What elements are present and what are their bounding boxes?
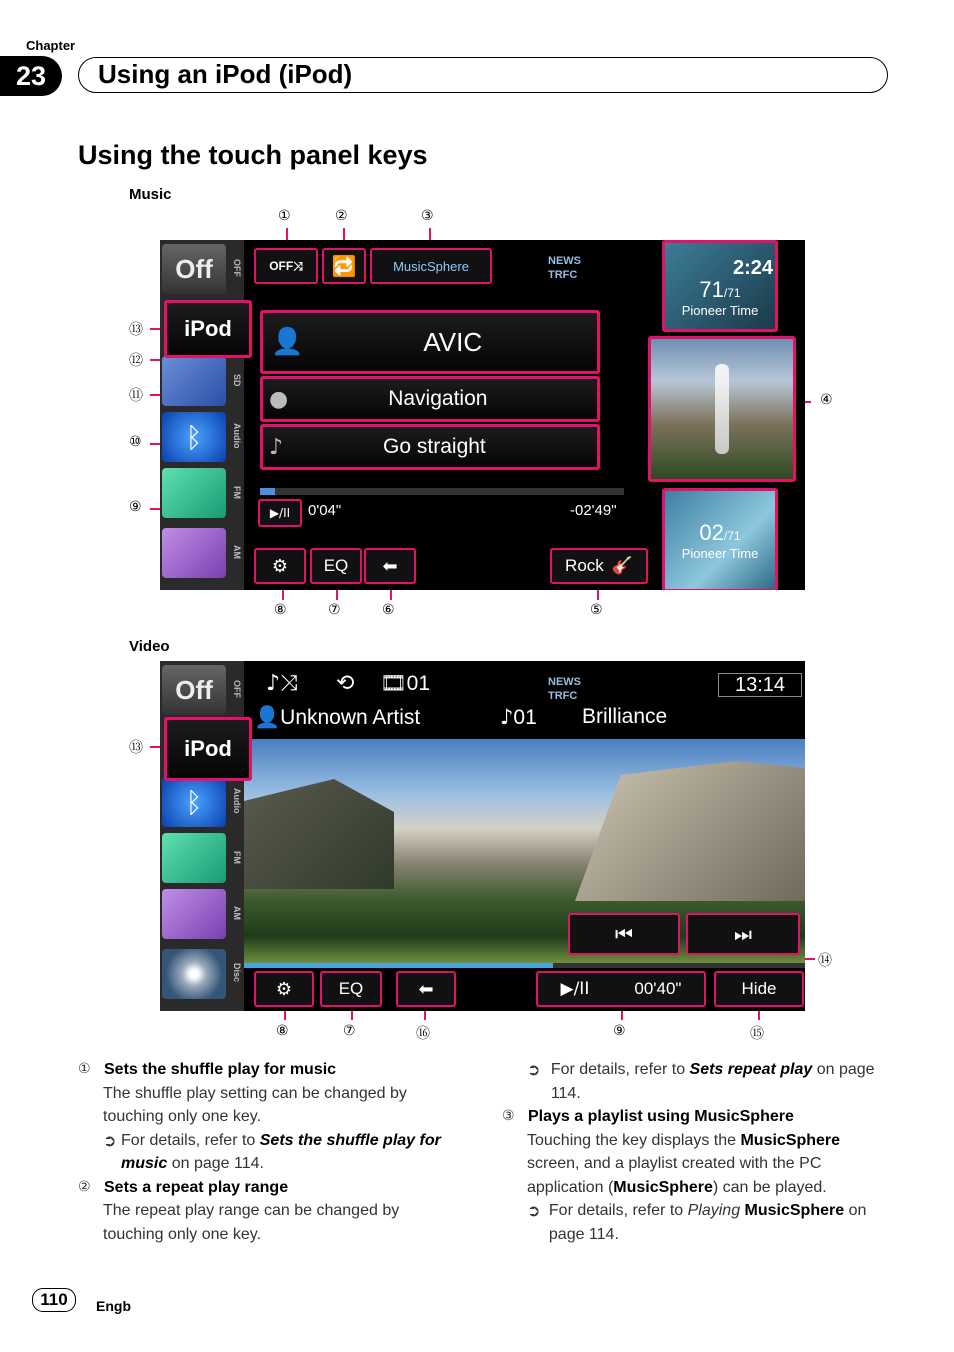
sd-source-icon[interactable]: [162, 356, 226, 406]
artwork-top-button[interactable]: 2:24 71/71 Pioneer Time: [662, 240, 778, 332]
video-sidebar: [160, 661, 244, 1011]
video-am-radio-icon[interactable]: [162, 889, 226, 939]
cliff-left-image: [244, 779, 394, 889]
shuffle-icon: ⤨: [293, 258, 303, 273]
item-3-body: Touching the key displays the MusicSphere screen, and a playlist created with the PC application (MusicSphere) can be played.: [527, 1131, 841, 1196]
guitar-icon: 🎸: [611, 556, 633, 576]
video-screen: [160, 661, 805, 1011]
video-progress-bar[interactable]: [244, 963, 805, 968]
video-sidebar-label-disc: Disc: [232, 963, 242, 983]
callout-2: ②: [335, 208, 348, 224]
back-arrow-icon: ⬅: [418, 978, 434, 1000]
artist-button[interactable]: 👤 AVIC: [260, 310, 600, 374]
video-sidebar-label-off: OFF: [232, 680, 242, 698]
music-note-icon: ♪: [500, 705, 514, 729]
callout-4: ④: [820, 392, 833, 408]
callout-11: ⑪: [129, 388, 143, 404]
settings-gears-icon: ⚙: [275, 978, 293, 1000]
callout-1: ①: [278, 208, 291, 224]
video-callout-15: ⑮: [750, 1026, 764, 1042]
callout-9: ⑨: [129, 499, 142, 515]
repeat-icon: 🔁: [331, 254, 357, 278]
callout-3: ③: [421, 208, 434, 224]
episode-indicator: 🎞01: [380, 671, 431, 695]
video-callout-14: ⑭: [818, 953, 832, 969]
callout-10: ⑩: [129, 434, 142, 450]
waterfall-image: [715, 364, 729, 454]
fm-radio-icon[interactable]: [162, 468, 226, 518]
video-sidebar-label-fm: FM: [232, 850, 242, 864]
settings-button[interactable]: [254, 548, 306, 584]
chapter-title: Using an iPod (iPod): [98, 59, 353, 89]
sidebar-label-audio: Audio: [232, 423, 242, 449]
item-3-number: ③: [502, 1108, 515, 1124]
video-clock: 13:14: [718, 673, 802, 697]
item-2-number: ②: [78, 1178, 91, 1195]
hide-button[interactable]: Hide: [714, 971, 804, 1007]
video-fm-radio-icon[interactable]: [162, 833, 226, 883]
repeat-button[interactable]: [322, 248, 366, 284]
video-info-bar: [244, 661, 805, 739]
artist-icon: 👤: [254, 705, 281, 729]
item-3-title: Plays a playlist using MusicSphere: [528, 1108, 794, 1125]
item-1: [78, 1058, 458, 1246]
item-1-reference: ➲ For details, refer to Sets the shuffle play for music on page 114.: [103, 1129, 458, 1176]
music-clock: 2:24: [732, 257, 773, 279]
repeat-status-icon: ⟲: [336, 671, 355, 696]
video-progress-fill: [244, 963, 553, 968]
album-icon: ●: [269, 386, 289, 412]
reference-arrow-icon: ➲: [103, 1130, 117, 1150]
artist-icon: 👤: [271, 327, 304, 357]
off-source-button[interactable]: Off: [162, 244, 226, 294]
video-callout-13: ⑬: [129, 740, 143, 756]
shuffle-button[interactable]: OFF ⤨: [254, 248, 318, 284]
section-title: Using the touch panel keys: [78, 140, 428, 170]
callout-7: ⑦: [328, 602, 341, 618]
musicsphere-button[interactable]: MusicSphere: [370, 248, 492, 284]
item-1-number: ①: [78, 1061, 91, 1077]
item-2-reference: ➲ For details, refer to Sets repeat play on page 114.: [527, 1058, 892, 1105]
film-icon: 🎞: [380, 671, 407, 695]
back-arrow-icon: ⬅: [382, 555, 398, 577]
item-2-body: The repeat play range can be changed by touching only one key.: [103, 1202, 400, 1243]
callout-5: ⑤: [590, 602, 603, 618]
video-settings-button[interactable]: [254, 971, 314, 1007]
video-callout-9: ⑨: [613, 1023, 626, 1039]
video-artist: 👤Unknown Artist: [254, 705, 421, 729]
play-pause-button[interactable]: [258, 499, 302, 527]
video-off-source-button[interactable]: Off: [162, 665, 226, 715]
genre-button[interactable]: Rock 🎸: [550, 548, 648, 584]
callout-8: ⑧: [274, 602, 287, 618]
album-button[interactable]: ● Navigation: [260, 376, 600, 422]
play-pause-icon: ▶/II: [560, 979, 590, 999]
disc-source-icon[interactable]: [162, 949, 226, 999]
video-bluetooth-audio-icon[interactable]: ᛒ: [162, 777, 226, 827]
music-progress-bar[interactable]: [260, 488, 624, 495]
eq-button[interactable]: EQ: [310, 548, 362, 584]
video-sidebar-label-audio: Audio: [232, 788, 242, 814]
video-back-button[interactable]: [396, 971, 456, 1007]
cliff-right-image: [575, 761, 805, 901]
news-trfc-indicator: NEWS TRFC: [548, 255, 581, 281]
song-icon: ♪: [269, 434, 284, 460]
music-label: Music: [129, 186, 172, 203]
video-label: Video: [129, 638, 170, 655]
video-elapsed-time: 00'40": [634, 979, 682, 998]
back-button[interactable]: [364, 548, 416, 584]
video-title: Brilliance: [582, 705, 668, 728]
chapter-number: 23: [0, 56, 62, 96]
sidebar-label-fm: FM: [232, 485, 242, 499]
settings-gears-icon: ⚙: [271, 555, 289, 577]
video-track: ♪01: [500, 705, 537, 729]
sidebar-label-sd: SD: [232, 373, 242, 387]
callout-12: ⑫: [129, 353, 143, 369]
next-track-icon: ⏭: [734, 922, 752, 946]
am-radio-icon[interactable]: [162, 528, 226, 578]
reference-arrow-icon: ➲: [527, 1060, 541, 1079]
next-button[interactable]: [686, 913, 800, 955]
item-1-title: Sets the shuffle play for music: [104, 1061, 337, 1078]
video-play-pause-button[interactable]: [536, 971, 706, 1007]
video-callout-8: ⑧: [276, 1023, 289, 1039]
video-ipod-source-button[interactable]: iPod: [164, 717, 252, 781]
previous-button[interactable]: [568, 913, 680, 955]
shuffle-status-icon: ♪⤨: [266, 671, 298, 696]
artwork-center-image[interactable]: [648, 336, 796, 482]
sidebar-label-off: OFF: [232, 259, 242, 277]
reference-arrow-icon: ➲: [527, 1201, 541, 1220]
music-remaining-time: -02'49": [570, 502, 617, 519]
video-callout-16: ⑯: [416, 1026, 430, 1042]
item-2-continued: [502, 1058, 892, 1246]
music-elapsed-time: 0'04": [308, 502, 342, 519]
video-news-trfc-indicator: NEWS TRFC: [548, 676, 581, 702]
video-callout-7: ⑦: [343, 1023, 356, 1039]
bluetooth-audio-icon[interactable]: ᛒ: [162, 412, 226, 462]
artwork-bottom-button[interactable]: 02/71 Pioneer Time: [662, 488, 778, 590]
item-3-reference: ➲ For details, refer to Playing MusicSphere on page 114.: [527, 1199, 892, 1246]
play-pause-icon: ▶/II: [269, 506, 291, 520]
item-2-title: Sets a repeat play range: [104, 1178, 289, 1196]
song-button[interactable]: ♪ Go straight: [260, 424, 600, 470]
item-1-body: The shuffle play setting can be changed by touching only one key.: [103, 1084, 407, 1125]
video-eq-button[interactable]: EQ: [320, 971, 382, 1007]
language-code: Engb: [96, 1298, 131, 1314]
ipod-source-button[interactable]: iPod: [164, 300, 252, 358]
sidebar-label-am: AM: [232, 545, 242, 559]
previous-track-icon: ⏮: [615, 922, 633, 946]
video-sidebar-label-am: AM: [232, 906, 242, 920]
chapter-label: Chapter: [26, 38, 76, 53]
music-sidebar: [160, 240, 244, 590]
music-screen: [160, 240, 805, 590]
music-progress-fill: [260, 488, 275, 495]
callout-13: ⑬: [129, 322, 143, 338]
callout-6: ⑥: [382, 602, 395, 618]
page-number: 110: [32, 1288, 76, 1312]
